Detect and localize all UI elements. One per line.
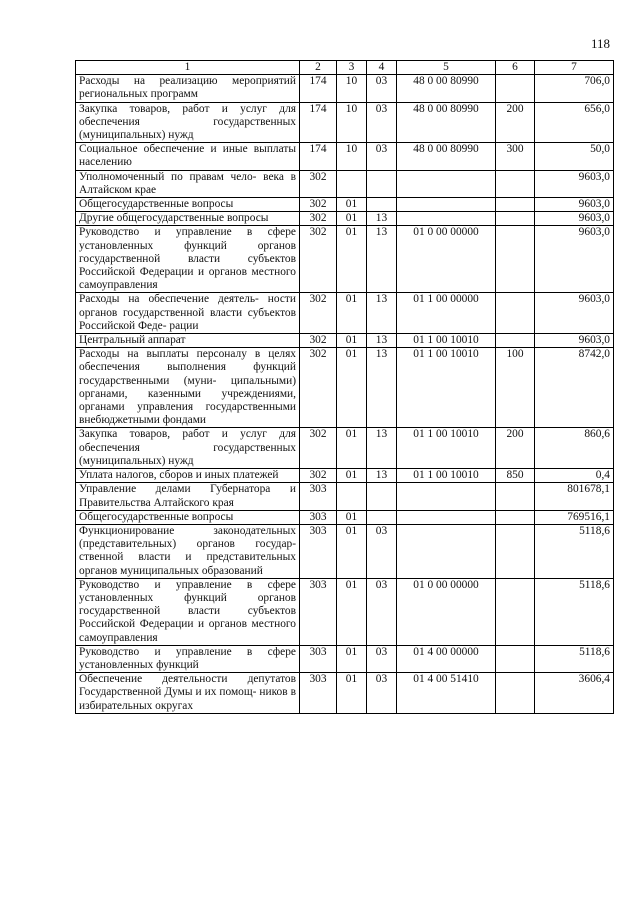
row-rz-cell: 01 (337, 469, 367, 483)
row-sum-cell: 9603,0 (535, 170, 614, 197)
row-name-cell: Закупка товаров, работ и услуг для обеспечения государственных (муниципальных) нужд (76, 428, 300, 469)
row-rz-cell: 01 (337, 212, 367, 226)
table-row (76, 469, 614, 483)
table-row (76, 143, 614, 170)
table-row (76, 428, 614, 469)
row-pr-cell (367, 170, 397, 197)
row-csr-cell: 01 4 00 00000 (397, 645, 496, 672)
row-pr-cell: 13 (367, 293, 397, 334)
row-sum-cell: 9603,0 (535, 198, 614, 212)
row-vr-cell: 100 (496, 348, 535, 428)
table-row (76, 170, 614, 197)
row-name-cell: Центральный аппарат (76, 334, 300, 348)
row-ved-cell: 303 (300, 673, 337, 714)
row-pr-cell: 03 (367, 102, 397, 143)
table-row (76, 293, 614, 334)
row-csr-cell (397, 483, 496, 510)
row-sum-cell: 656,0 (535, 102, 614, 143)
table-row (76, 102, 614, 143)
row-sum-cell: 9603,0 (535, 212, 614, 226)
row-vr-cell: 300 (496, 143, 535, 170)
row-pr-cell: 13 (367, 428, 397, 469)
row-rz-cell (337, 483, 367, 510)
row-ved-cell: 302 (300, 212, 337, 226)
row-rz-cell: 10 (337, 75, 367, 102)
row-csr-cell: 01 1 00 10010 (397, 334, 496, 348)
column-header: 3 (337, 61, 367, 75)
row-name-cell: Расходы на обеспечение деятель- ности органов государственной власти субъектов Российской Феде- рации (76, 293, 300, 334)
table-row (76, 212, 614, 226)
row-ved-cell: 302 (300, 198, 337, 212)
row-ved-cell: 302 (300, 334, 337, 348)
row-ved-cell: 303 (300, 645, 337, 672)
row-csr-cell (397, 170, 496, 197)
table-row (76, 578, 614, 645)
row-sum-cell: 50,0 (535, 143, 614, 170)
row-rz-cell: 01 (337, 428, 367, 469)
table-row (76, 483, 614, 510)
row-pr-cell: 13 (367, 334, 397, 348)
table-row (76, 510, 614, 524)
row-csr-cell: 48 0 00 80990 (397, 143, 496, 170)
row-csr-cell: 01 1 00 00000 (397, 293, 496, 334)
row-vr-cell (496, 510, 535, 524)
row-rz-cell: 01 (337, 645, 367, 672)
row-vr-cell (496, 75, 535, 102)
budget-table (75, 60, 614, 714)
row-ved-cell: 174 (300, 75, 337, 102)
row-pr-cell: 03 (367, 143, 397, 170)
row-vr-cell (496, 334, 535, 348)
row-ved-cell: 302 (300, 170, 337, 197)
table-row (76, 334, 614, 348)
row-vr-cell (496, 578, 535, 645)
row-csr-cell (397, 510, 496, 524)
row-rz-cell: 01 (337, 578, 367, 645)
row-rz-cell: 01 (337, 524, 367, 578)
row-csr-cell (397, 198, 496, 212)
row-csr-cell (397, 212, 496, 226)
row-sum-cell: 769516,1 (535, 510, 614, 524)
row-csr-cell: 01 0 00 00000 (397, 226, 496, 293)
table-row (76, 75, 614, 102)
row-csr-cell: 01 0 00 00000 (397, 578, 496, 645)
row-name-cell: Социальное обеспечение и иные выплаты населению (76, 143, 300, 170)
row-ved-cell: 303 (300, 578, 337, 645)
row-csr-cell: 48 0 00 80990 (397, 75, 496, 102)
table-row (76, 226, 614, 293)
row-sum-cell: 9603,0 (535, 226, 614, 293)
row-sum-cell: 5118,6 (535, 578, 614, 645)
row-sum-cell: 5118,6 (535, 524, 614, 578)
table-row (76, 348, 614, 428)
row-ved-cell: 302 (300, 348, 337, 428)
row-sum-cell: 860,6 (535, 428, 614, 469)
row-name-cell: Уполномоченный по правам чело- века в Алтайском крае (76, 170, 300, 197)
row-name-cell: Закупка товаров, работ и услуг для обеспечения государственных (муниципальных) нужд (76, 102, 300, 143)
row-rz-cell: 10 (337, 143, 367, 170)
row-vr-cell (496, 226, 535, 293)
row-rz-cell: 01 (337, 293, 367, 334)
row-vr-cell (496, 212, 535, 226)
table-row (76, 645, 614, 672)
row-rz-cell: 01 (337, 348, 367, 428)
row-pr-cell: 03 (367, 524, 397, 578)
row-pr-cell: 13 (367, 469, 397, 483)
row-pr-cell: 03 (367, 578, 397, 645)
column-header: 1 (76, 61, 300, 75)
row-name-cell: Общегосударственные вопросы (76, 510, 300, 524)
page-number: 118 (590, 36, 610, 51)
row-name-cell: Руководство и управление в сфере установленных функций органов государственной власти субъектов Российской Федерации и органов местного самоуправления (76, 578, 300, 645)
row-ved-cell: 303 (300, 510, 337, 524)
row-sum-cell: 706,0 (535, 75, 614, 102)
table-row (76, 673, 614, 714)
row-csr-cell: 01 1 00 10010 (397, 348, 496, 428)
row-ved-cell: 302 (300, 428, 337, 469)
row-rz-cell: 01 (337, 198, 367, 212)
row-name-cell: Обеспечение деятельности депутатов Государственной Думы и их помощ- ников в избирательных округах (76, 673, 300, 714)
column-header: 2 (300, 61, 337, 75)
row-ved-cell: 302 (300, 469, 337, 483)
row-vr-cell (496, 293, 535, 334)
row-pr-cell: 03 (367, 645, 397, 672)
row-csr-cell (397, 524, 496, 578)
column-header: 5 (397, 61, 496, 75)
row-name-cell: Расходы на выплаты персоналу в целях обеспечения выполнения функций государственными (муни- ципальными) органами, казенными учреждениями, органами управления государственными внебюджетными фондами (76, 348, 300, 428)
row-ved-cell: 302 (300, 226, 337, 293)
row-vr-cell (496, 198, 535, 212)
row-name-cell: Общегосударственные вопросы (76, 198, 300, 212)
row-vr-cell: 200 (496, 102, 535, 143)
row-sum-cell: 3606,4 (535, 673, 614, 714)
row-pr-cell: 13 (367, 348, 397, 428)
row-name-cell: Расходы на реализацию мероприятий региональных программ (76, 75, 300, 102)
row-csr-cell: 48 0 00 80990 (397, 102, 496, 143)
row-ved-cell: 174 (300, 143, 337, 170)
row-pr-cell: 13 (367, 212, 397, 226)
row-name-cell: Руководство и управление в сфере установленных функций (76, 645, 300, 672)
row-name-cell: Функционирование законодательных (представительных) органов государ- ственной власти и представительных органов муниципальных образований (76, 524, 300, 578)
row-pr-cell (367, 510, 397, 524)
row-name-cell: Управление делами Губернатора и Правительства Алтайского края (76, 483, 300, 510)
row-sum-cell: 9603,0 (535, 334, 614, 348)
row-rz-cell: 10 (337, 102, 367, 143)
row-pr-cell: 03 (367, 75, 397, 102)
table-header-row (76, 61, 614, 75)
row-pr-cell: 13 (367, 226, 397, 293)
row-vr-cell (496, 170, 535, 197)
row-vr-cell: 200 (496, 428, 535, 469)
row-ved-cell: 303 (300, 524, 337, 578)
row-ved-cell: 302 (300, 293, 337, 334)
row-sum-cell: 0,4 (535, 469, 614, 483)
row-pr-cell (367, 483, 397, 510)
row-csr-cell: 01 4 00 51410 (397, 673, 496, 714)
row-name-cell: Руководство и управление в сфере установленных функций органов государственной власти субъектов Российской Федерации и органов местного самоуправления (76, 226, 300, 293)
row-vr-cell: 850 (496, 469, 535, 483)
row-ved-cell: 303 (300, 483, 337, 510)
row-name-cell: Уплата налогов, сборов и иных платежей (76, 469, 300, 483)
row-pr-cell: 03 (367, 673, 397, 714)
row-rz-cell: 01 (337, 510, 367, 524)
row-vr-cell (496, 483, 535, 510)
row-pr-cell (367, 198, 397, 212)
column-header: 4 (367, 61, 397, 75)
table-row (76, 524, 614, 578)
row-sum-cell: 8742,0 (535, 348, 614, 428)
column-header: 6 (496, 61, 535, 75)
row-sum-cell: 9603,0 (535, 293, 614, 334)
row-ved-cell: 174 (300, 102, 337, 143)
row-csr-cell: 01 1 00 10010 (397, 469, 496, 483)
row-name-cell: Другие общегосударственные вопросы (76, 212, 300, 226)
table-row (76, 198, 614, 212)
row-sum-cell: 801678,1 (535, 483, 614, 510)
row-vr-cell (496, 645, 535, 672)
row-rz-cell: 01 (337, 673, 367, 714)
row-rz-cell: 01 (337, 226, 367, 293)
table-body (76, 75, 614, 714)
row-vr-cell (496, 524, 535, 578)
row-rz-cell: 01 (337, 334, 367, 348)
row-csr-cell: 01 1 00 10010 (397, 428, 496, 469)
row-rz-cell (337, 170, 367, 197)
column-header: 7 (535, 61, 614, 75)
row-sum-cell: 5118,6 (535, 645, 614, 672)
row-vr-cell (496, 673, 535, 714)
